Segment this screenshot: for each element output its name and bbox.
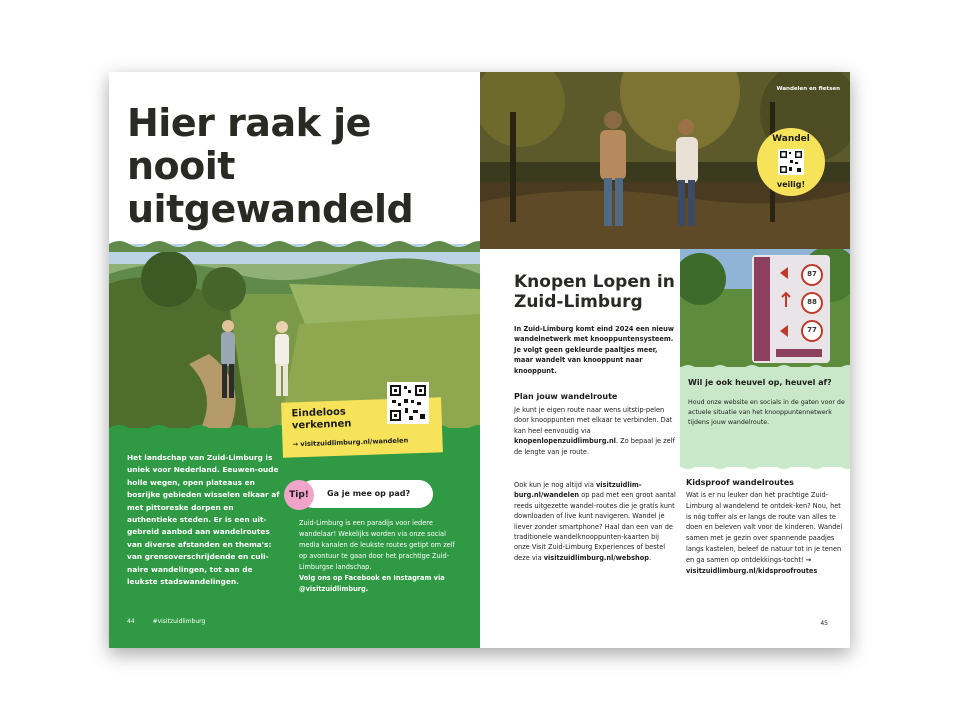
callout-link[interactable]: → visitzuidlimburg.nl/wandelen (292, 436, 409, 449)
wave-divider (109, 238, 480, 252)
download-text (514, 480, 676, 563)
callout-label: Eindeloos verkennen (291, 406, 352, 432)
wave-divider (680, 460, 850, 472)
wave-divider (680, 362, 850, 374)
hashtag: #visitzuidlimburg (152, 618, 206, 625)
intro-text: Het landschap van Zuid-Limburg is uniek voor Nederland. Eeuwen-oude holle wegen, open plateaus en bosrijke gebieden wisselen elkaar af met pittoreske dorpen en authentieke steden. Er is een uit-gebreid aanbod aan wandelroutes van diverse afstanden en thema's: van grensoverschrijdende en culi-naire wandelingen, tot aan de leukste stadswandelingen. (127, 453, 280, 587)
sign-number: 87 (807, 270, 817, 278)
qr-code-icon[interactable] (778, 149, 804, 175)
page-number: 44 (127, 618, 135, 625)
kids-body: Wat is er nu leuker dan het prachtige Zuid-Limburg al wandelend te ontdek-ken? Nou, het is nóg toffer als er langs de route van alles te doen en beleven valt voor de kinderen. Wandel samen met je gezin over spannende paadjes langs kastelen, beleef de natuur tot in je tenen en ga samen op ontdekkings-tocht! (686, 491, 843, 564)
plan-text (514, 405, 676, 457)
safety-badge (757, 128, 825, 196)
info-title: Wil je ook heuvel op, heuvel af? (688, 378, 832, 387)
plan-title: Plan jouw wandelroute (514, 392, 618, 401)
right-page (480, 72, 850, 648)
lead-text: In Zuid-Limburg komt eind 2024 een nieuw wandelnetwerk met knooppuntensysteem. Je volgt geen gekleurde paaltjes meer, maar wandelt van knooppunt naar knooppunt. (514, 325, 674, 375)
download-text-part: op pad met een groot aantal reeds uitgezette wandel-routes die je gratis kunt downloaden of live kunt navigeren. Wandel je liever zonder smartphone? Haal dan een van de traditionele wandelknooppunten-kaarten bij onze Visit Zuid-Limburg Experiences of bestel deze via (514, 491, 676, 562)
section-heading: Knopen Lopen in Zuid-Limburg (514, 272, 675, 312)
tip-body: Zuid-Limburg is een paradijs voor iedere wandelaar! Wekelijks worden via onze social media kanalen de leukste routes getipt om zelf op avontuur te gaan door het prachtige Zuid-Limburgse landschap. (299, 519, 455, 571)
tip-text (299, 518, 459, 595)
kids-text (686, 490, 846, 576)
left-footer (127, 618, 221, 625)
sign-number: 77 (807, 326, 817, 334)
info-text: Houd onze website en socials in de gaten voor de actuele situatie van het knooppuntennetwerk tijdens jouw wandelroute. (688, 399, 845, 426)
tip-badge: Tip! (284, 480, 314, 510)
kids-title: Kidsproof wandelroutes (686, 478, 794, 487)
wandelen-link[interactable]: visitzuidlim-burg.nl/wandelen (514, 481, 642, 500)
signpost-photo (680, 249, 850, 367)
sign-number: 88 (807, 298, 817, 306)
plan-text-part: . Zo bepaal je zelf de lengte van je route. (514, 437, 675, 456)
tip-title: Ga je mee op pad? (327, 489, 411, 498)
section-tag: Wandelen en fietsen (776, 86, 840, 92)
plan-text-part: Je kunt je eigen route naar wens uitstip-pelen door knooppunten met elkaar te verbinden. Dat kan heel eenvoudig via (514, 406, 673, 435)
download-text-part: Ook kun je nog altijd via (514, 481, 596, 489)
qr-code-icon[interactable] (387, 382, 429, 424)
badge-bottom-text: veilig! (776, 180, 806, 189)
magazine-spread (109, 72, 850, 648)
plan-link[interactable]: knopenlopenzuidlimburg.nl (514, 437, 616, 446)
webshop-link[interactable]: visitzuidlimburg.nl/webshop (543, 553, 649, 562)
download-text-part: . (648, 553, 652, 562)
badge-top-text: Wandel (772, 134, 810, 144)
tip-follow[interactable]: Volg ons op Facebook en Instagram via @visitzuidlimburg. (299, 574, 445, 593)
kids-link[interactable]: → visitzuidlimburg.nl/kidsproofroutes (686, 555, 818, 575)
page-number: 45 (820, 620, 828, 627)
left-page (109, 72, 480, 648)
page-title: Hier raak je nooit uitgewandeld (127, 101, 414, 231)
